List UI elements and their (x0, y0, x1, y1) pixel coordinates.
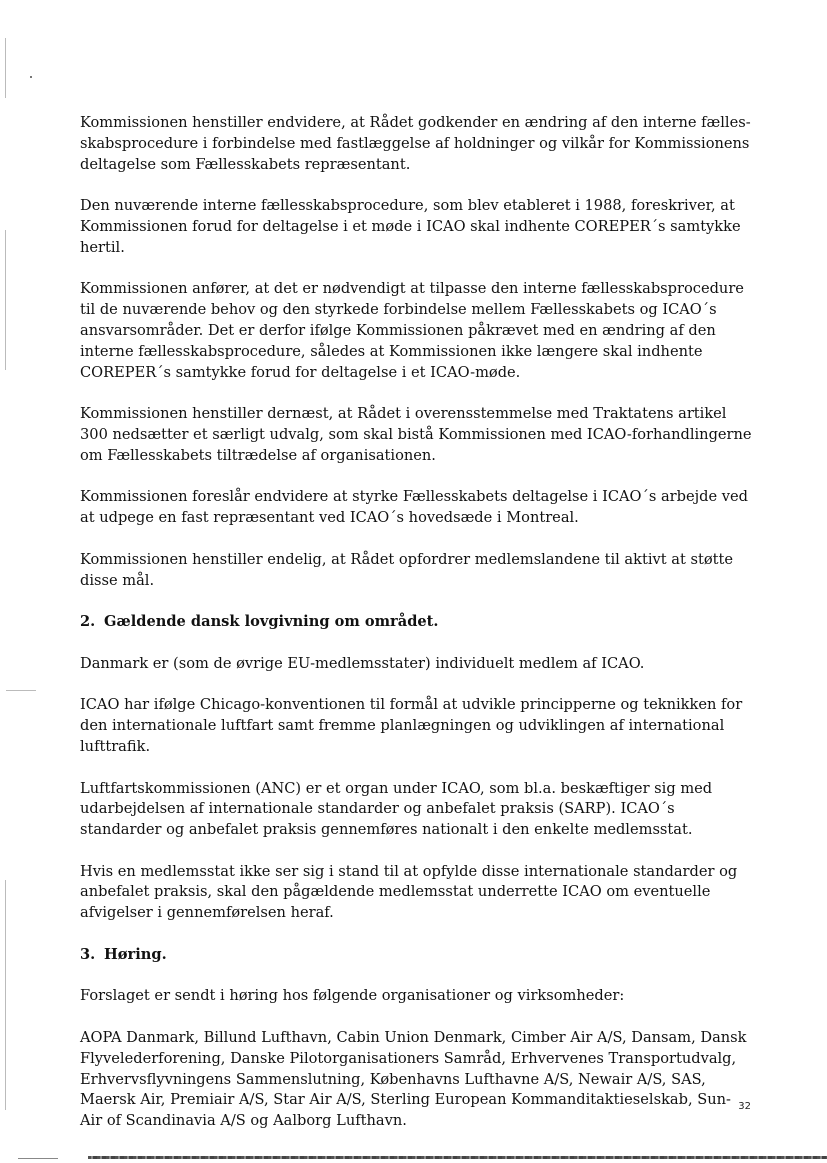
section-heading-2 (80, 612, 752, 633)
page-number: 32 (738, 1101, 751, 1112)
scan-margin-mark (5, 38, 6, 98)
paragraph: Kommissionen foreslår endvidere at styrke Fællesskabets deltagelse i ICAO´s arbejde ved at udpege en fast repræsentant ved ICAO´s hovedsæde i Montreal. (80, 488, 748, 527)
paragraph: Kommissionen henstiller endelig, at Rådet opfordrer medlemslandene til aktivt at støtte disse mål. (80, 550, 733, 589)
paragraph: Kommissionen henstiller dernæst, at Rådet i overensstemmelse med Traktatens artikel 300 nedsætter et særligt udvalg, som skal bistå Kommissionen med ICAO-forhandlingerne om Fællesskabets tiltrædelse af organisationen. (80, 405, 752, 464)
paragraph: Hvis en medlemsstat ikke ser sig i stand til at opfylde disse internationale standarder og anbefalet praksis, skal den pågældende medlemsstat underrette ICAO om eventuelle afvigelser i gennemførelsen heraf. (80, 862, 738, 922)
section-title: Gældende dansk lovgivning om området. (104, 613, 439, 631)
paragraph: AOPA Danmark, Billund Lufthavn, Cabin Union Denmark, Cimber Air A/S, Dansam, Dansk Flyvelederforening, Danske Pilotorganisationers Samråd, Erhvervenes Transportudvalg, Erhvervsflyvningens Sammenslutning, Københavns Lufthavne A/S, Newair A/S, SAS, Maersk Air, Premiair A/S, Star Air A/S, Sterling European Kommanditaktieselskab, Sun-Air of Scandinavia A/S og Aalborg Lufthavn. (80, 1029, 747, 1130)
paragraph: Danmark er (som de øvrige EU-medlemsstater) individuelt medlem af ICAO. (80, 654, 645, 672)
scan-margin-mark (5, 230, 6, 370)
paragraph: Den nuværende interne fællesskabsprocedure, som blev etableret i 1988, foreskriver, at Kommissionen forud for deltagelse i et møde i ICAO skal indhente COREPER´s samtykke hertil. (80, 197, 741, 256)
section-number: 2. (80, 613, 96, 631)
paragraph: ICAO har ifølge Chicago-konventionen til formål at udvikle principperne og teknikken for den internationale luftfart samt fremme planlægningen og udviklingen af international lufttrafik. (80, 696, 743, 755)
section-heading-3 (80, 945, 752, 966)
paragraph: Kommissionen henstiller endvidere, at Rådet godkender en ændring af den interne fællesskabsprocedure i forbindelse med fastlæggelse af holdninger og vilkår for Kommissionens deltagelse som Fællesskabets repræsentant. (80, 114, 751, 173)
section-number: 3. (80, 945, 96, 963)
paragraph: Kommissionen anfører, at det er nødvendigt at tilpasse den interne fællesskabsprocedure til de nuværende behov og den styrkede forbindelse mellem Fællesskabets og ICAO´s ansvarsområder. Det er derfor ifølge Kommissionen påkrævet med en ændring af den interne fællesskabsprocedure, således at Kommissionen ikke længere skal indhente COREPER´s samtykke forud for deltagelse i et ICAO-møde. (80, 280, 744, 381)
scan-margin-mark (5, 880, 6, 1110)
document-body (80, 113, 752, 1153)
section-title: Høring. (104, 945, 167, 963)
scan-margin-mark (6, 690, 36, 691)
scan-edge-line (18, 1158, 58, 1159)
paragraph: Luftfartskommissionen (ANC) er et organ under ICAO, som bl.a. beskæftiger sig med udarbejdelsen af internationale standarder og anbefalet praksis (SARP). ICAO´s standarder og anbefalet praksis gennemføres nationalt i den enkelte medlemsstat. (80, 779, 713, 839)
scan-edge-line (88, 1156, 827, 1159)
scan-margin-mark (30, 76, 32, 78)
paragraph: Forslaget er sendt i høring hos følgende organisationer og virksomheder: (80, 987, 625, 1005)
